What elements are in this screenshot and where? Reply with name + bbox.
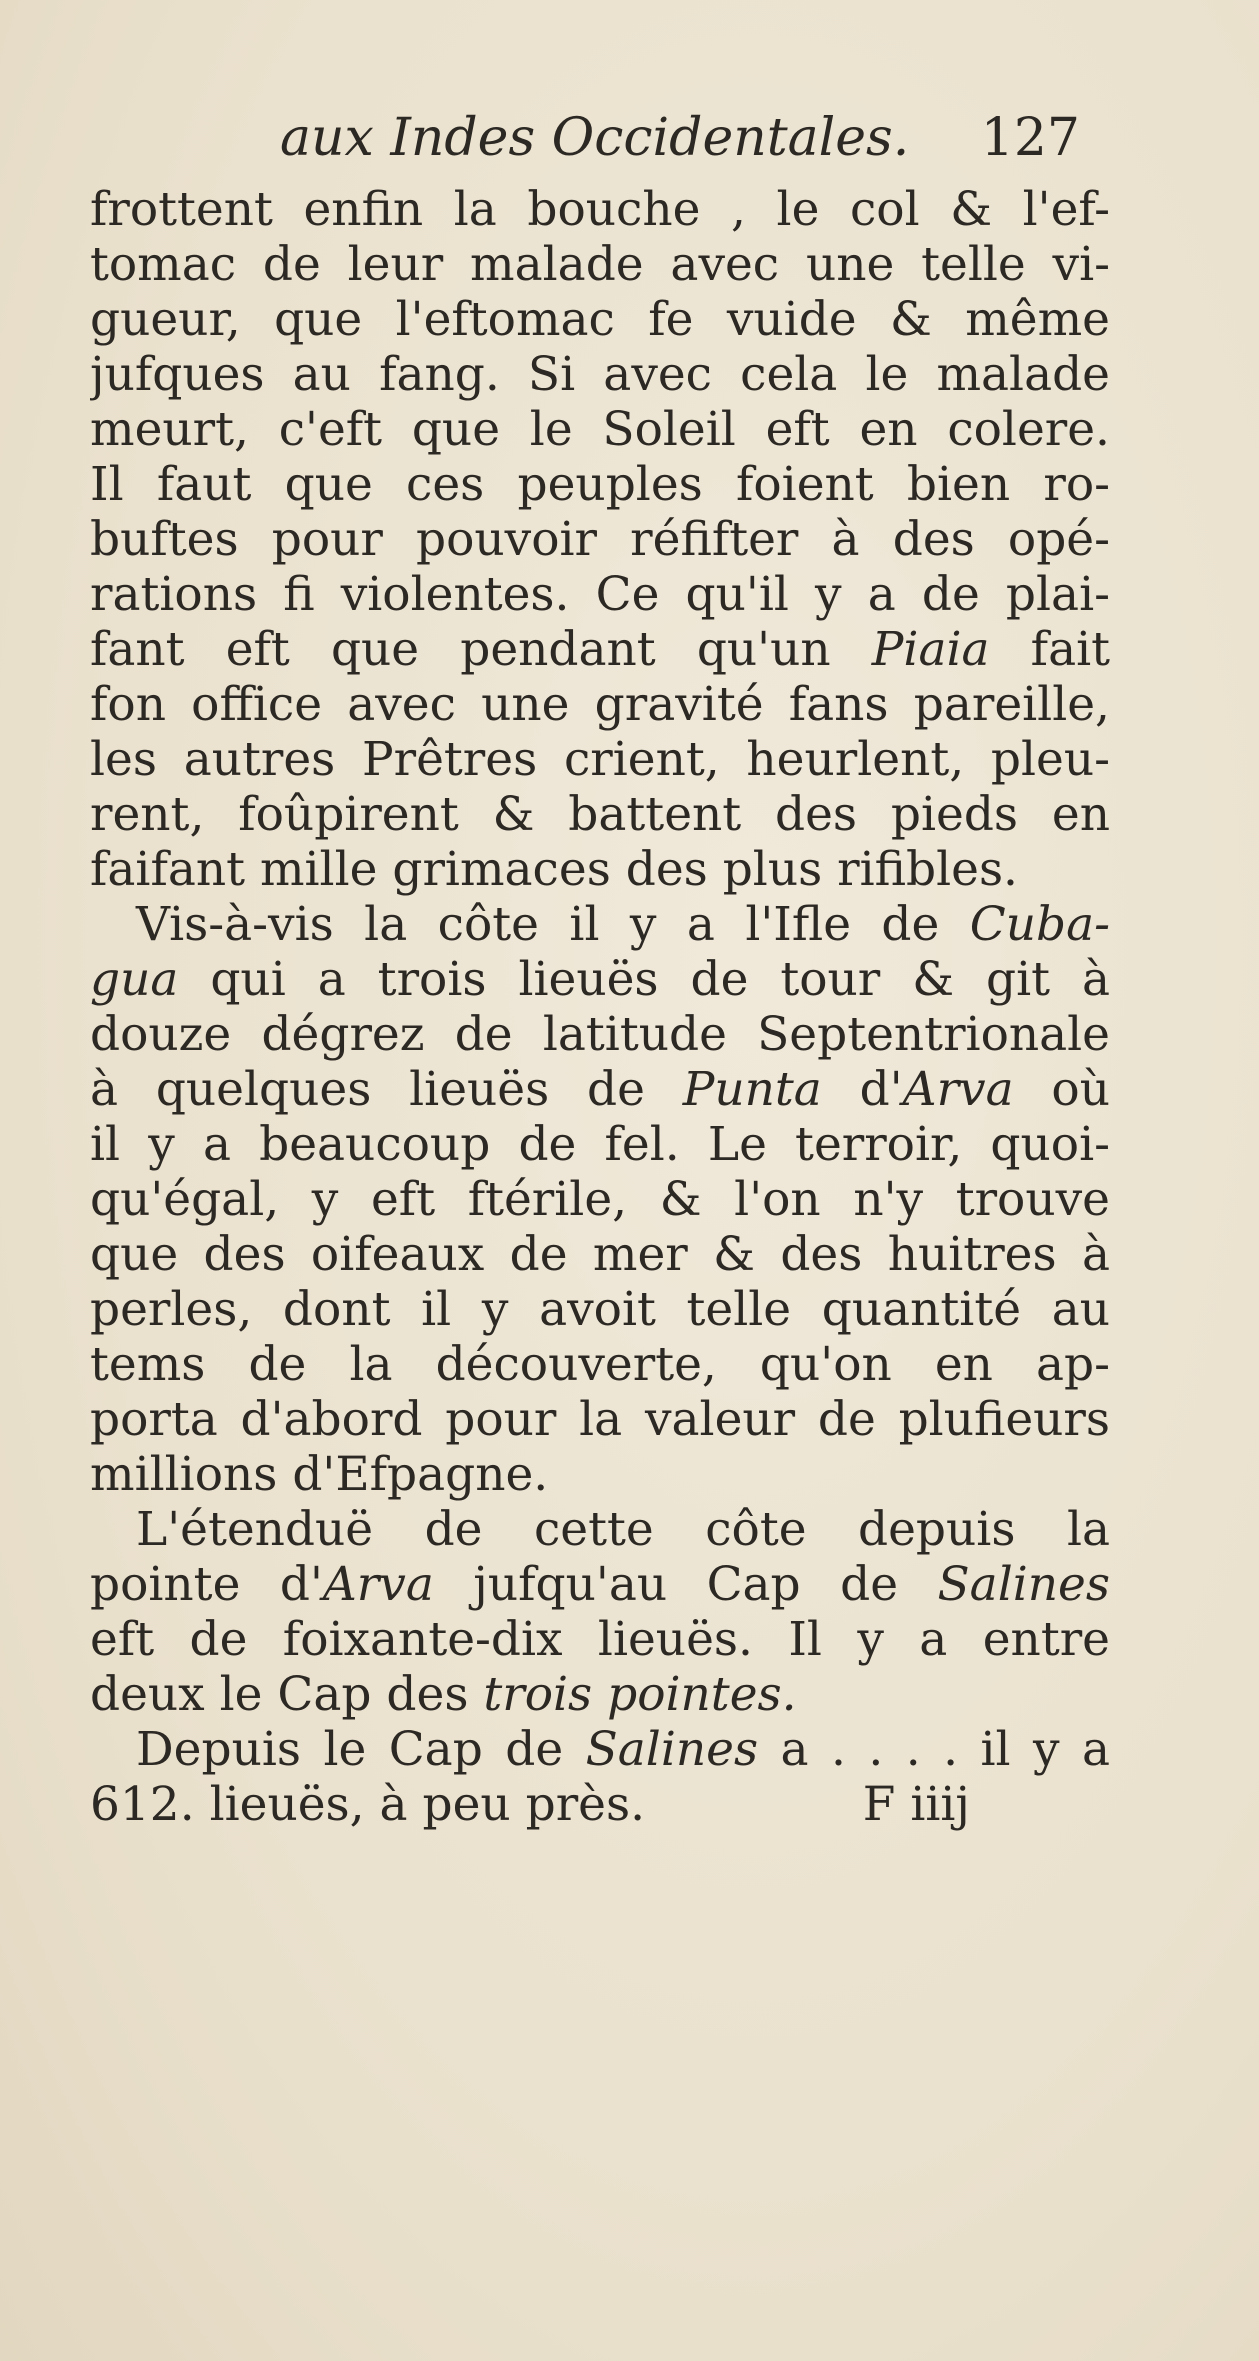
italic-term: gua	[90, 952, 179, 1007]
text-run: Depuis le Cap de	[136, 1722, 586, 1777]
text-run: fait	[989, 622, 1110, 677]
signature-mark: F iiij	[862, 1777, 970, 1832]
text-run: Vis-à-vis la côte il y a l'Ifle de	[136, 897, 970, 952]
page-header	[280, 108, 1080, 178]
text-line: meurt, c'eft que le Soleil eft en colere.	[90, 402, 1110, 457]
text-line: gueur, que l'eftomac fe vuide & même	[90, 292, 1110, 347]
text-run: jufqu'au Cap de	[433, 1557, 938, 1612]
body-text	[90, 182, 1110, 1832]
italic-term: Piaia	[871, 622, 990, 677]
text-line: qu'égal, y eft ftérile, & l'on n'y trouve	[90, 1172, 1110, 1227]
text-run: où	[1013, 1062, 1110, 1117]
text-line	[90, 897, 1110, 952]
text-line: tems de la découverte, qu'on en ap-	[90, 1337, 1110, 1392]
text-run: a . . . . il y a	[758, 1722, 1110, 1777]
text-line: frottent enfin la bouche , le col & l'ef-	[90, 182, 1110, 237]
text-line	[90, 952, 1110, 1007]
text-line: il y a beaucoup de fel. Le terroir, quoi-	[90, 1117, 1110, 1172]
text-line: rent, foûpirent & battent des pieds en	[90, 787, 1110, 842]
text-line: porta d'abord pour la valeur de plufieurs	[90, 1392, 1110, 1447]
text-line: buftes pour pouvoir réfifter à des opé-	[90, 512, 1110, 567]
running-title: aux Indes Occidentales.	[280, 108, 910, 168]
text-run: pointe d'	[90, 1557, 323, 1612]
text-line	[90, 1777, 1110, 1832]
text-line	[90, 1062, 1110, 1117]
text-run: à quelques lieuës de	[90, 1062, 683, 1117]
text-line: tomac de leur malade avec une telle vi-	[90, 237, 1110, 292]
italic-term: Cuba-	[969, 897, 1110, 952]
italic-term: Salines	[585, 1722, 759, 1777]
text-line: douze dégrez de latitude Septentrionale	[90, 1007, 1110, 1062]
text-line: rations fi violentes. Ce qu'il y a de plai-	[90, 567, 1110, 622]
text-line: faifant mille grimaces des plus rifibles.	[90, 842, 1018, 897]
italic-term: Salines	[937, 1557, 1110, 1612]
text-line: L'étenduë de cette côte depuis la	[136, 1502, 1110, 1557]
text-run: deux le Cap des	[90, 1667, 484, 1722]
text-run: d'	[821, 1062, 903, 1117]
text-line: perles, dont il y avoit telle quantité au	[90, 1282, 1110, 1337]
text-line	[90, 622, 1110, 677]
text-line: jufques au fang. Si avec cela le malade	[90, 347, 1110, 402]
text-line	[90, 1557, 1110, 1612]
text-run: fant eft que pendant qu'un	[90, 622, 872, 677]
italic-term: Punta	[682, 1062, 822, 1117]
text-line: fon office avec une gravité fans pareille,	[90, 677, 1110, 732]
text-line	[90, 1722, 1110, 1777]
text-line: Il faut que ces peuples foient bien ro-	[90, 457, 1110, 512]
text-line: que des oifeaux de mer & des huitres à	[90, 1227, 1110, 1282]
text-line: millions d'Efpagne.	[90, 1447, 549, 1502]
page-number: 127	[980, 108, 1080, 168]
italic-term: Arva	[322, 1557, 434, 1612]
text-line: les autres Prêtres crient, heurlent, pleu-	[90, 732, 1110, 787]
text-run: qui a trois lieuës de tour & git à	[178, 952, 1110, 1007]
text-run: 612. lieuës, à peu près.	[90, 1777, 646, 1832]
italic-term: Arva	[902, 1062, 1014, 1117]
text-line: eft de foixante-dix lieuës. Il y a entre	[90, 1612, 1110, 1667]
text-line	[90, 1667, 1110, 1722]
italic-term: trois pointes.	[483, 1667, 797, 1722]
